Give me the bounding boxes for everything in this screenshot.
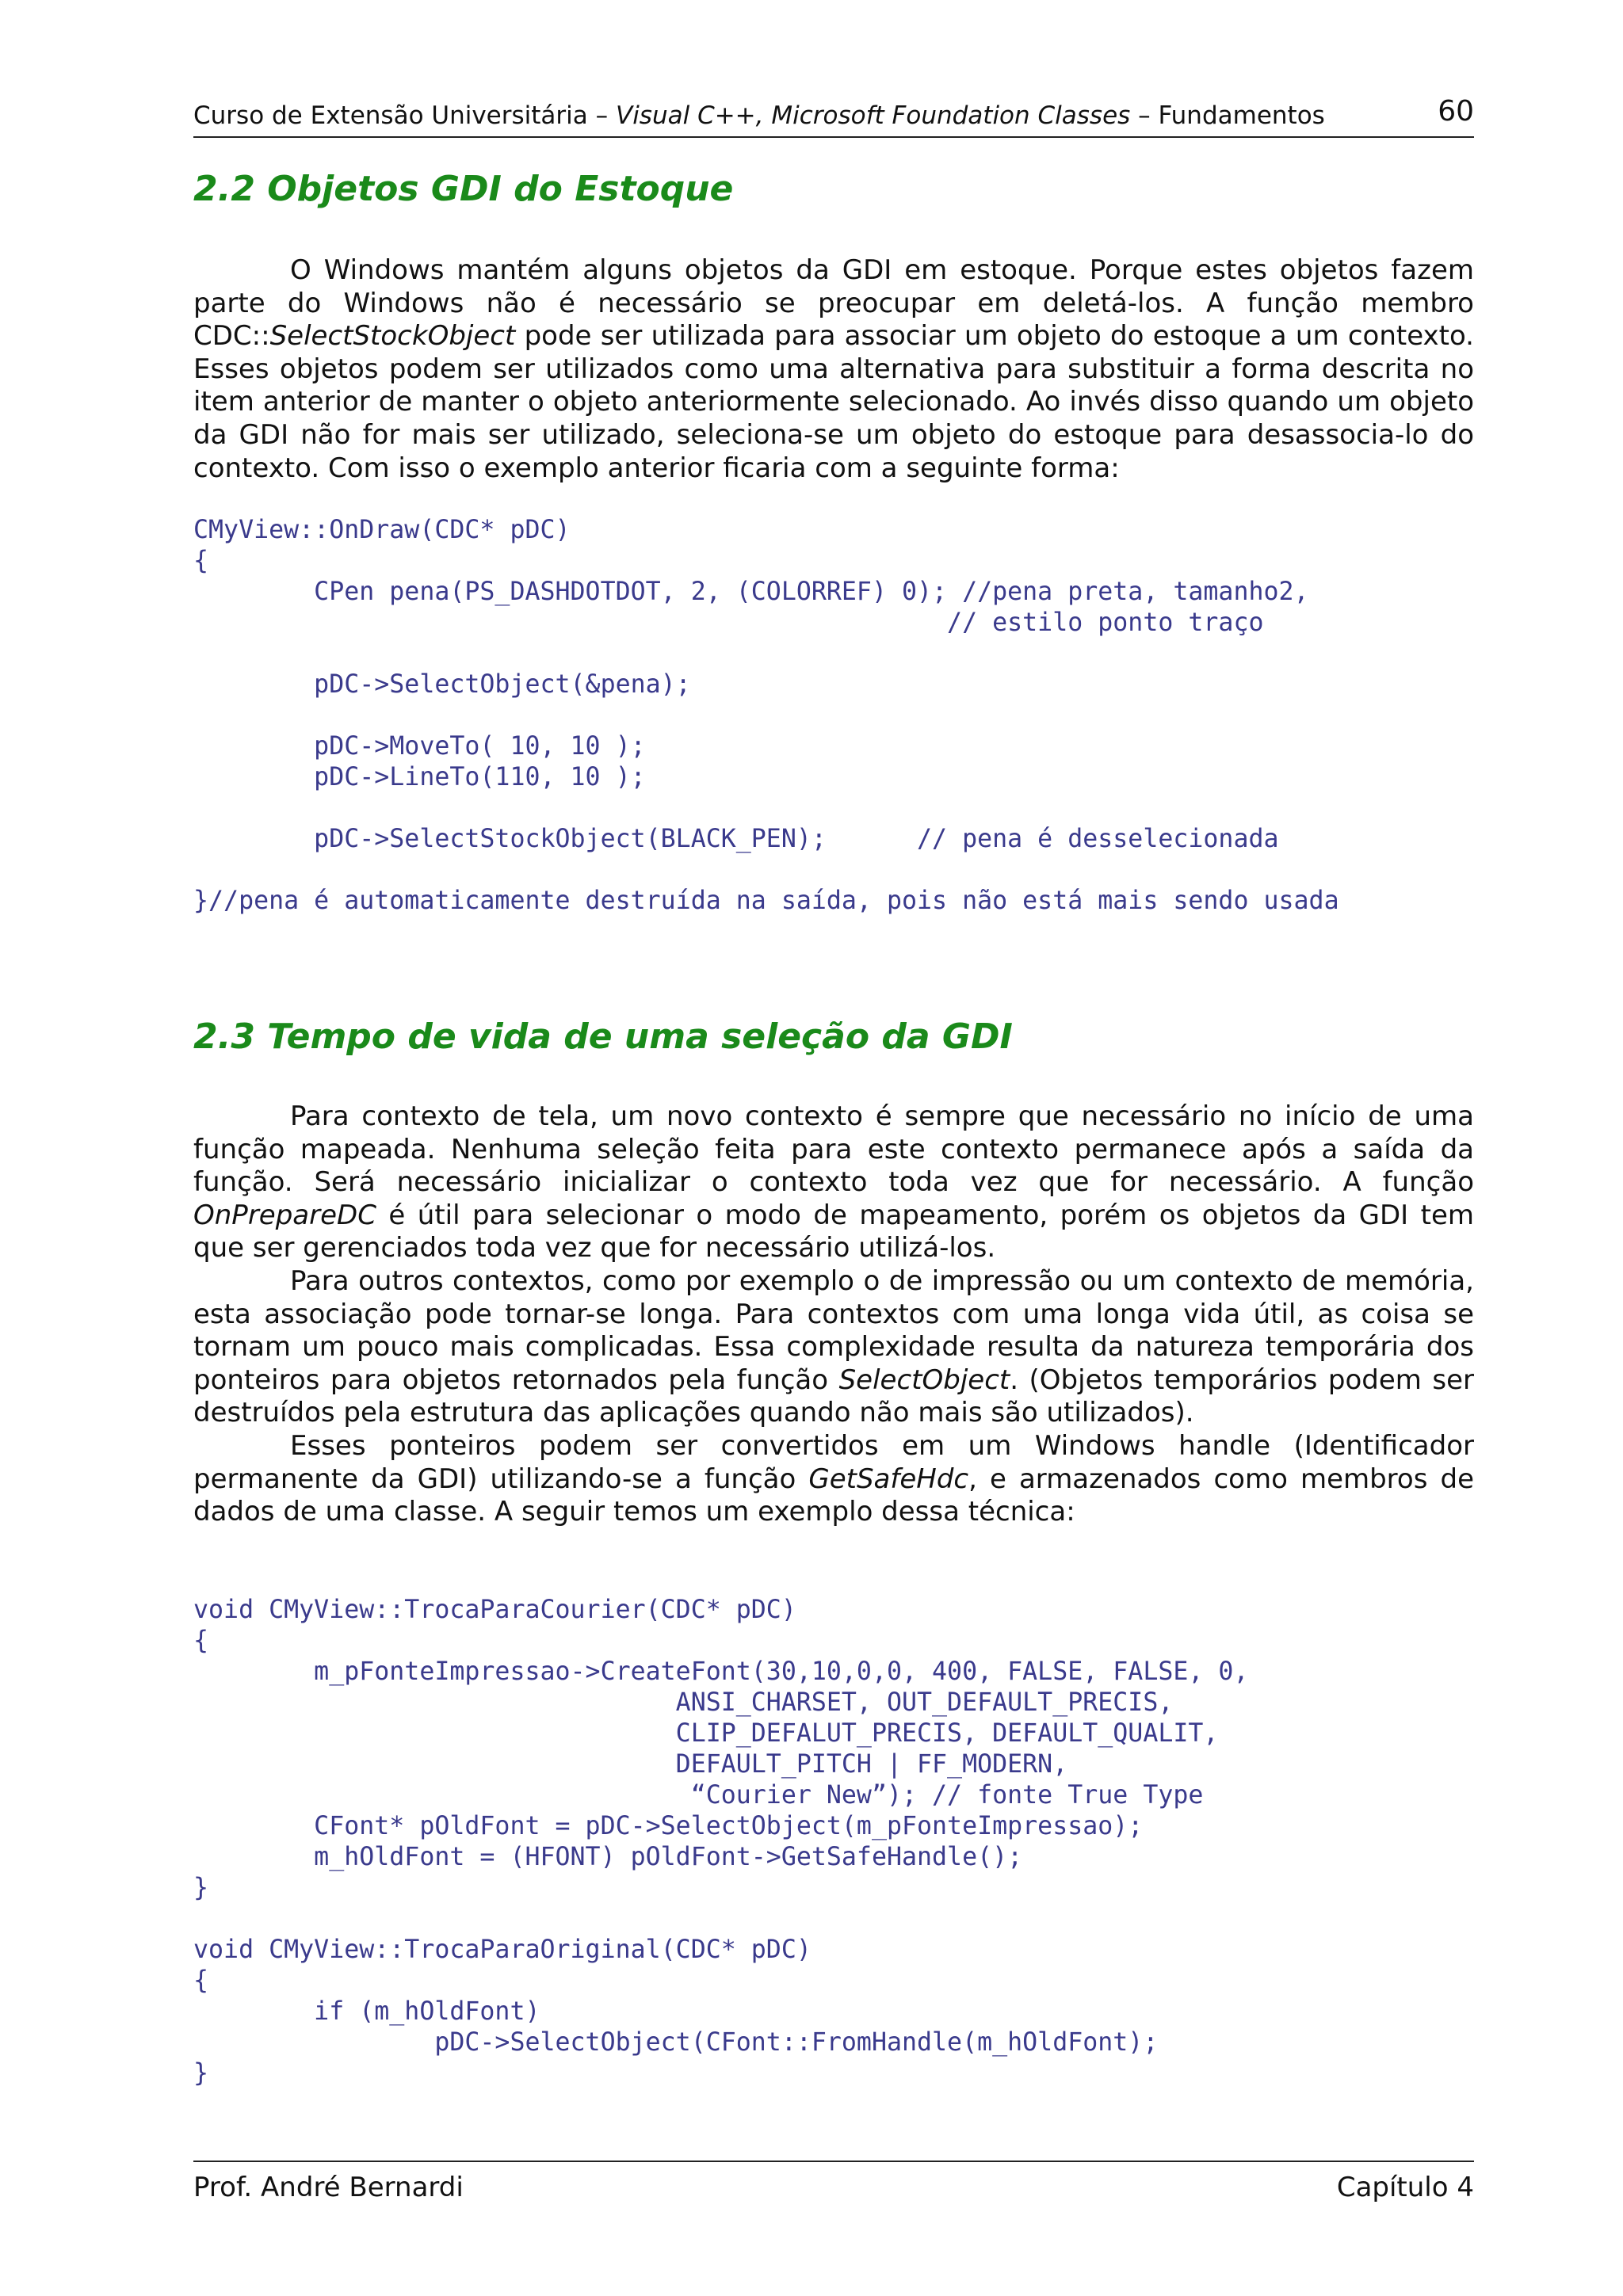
code-line: if (m_hOldFont) xyxy=(193,1997,540,2026)
code-line xyxy=(193,793,1474,824)
code-line: void CMyView::TrocaParaOriginal(CDC* pDC) xyxy=(193,1936,812,1964)
paragraph-handles: Esses ponteiros podem ser convertidos em um Windows handle (Identificador permanente da GDI) utilizando-se a função GetSafeHdc, e armazenados como membros de dados de uma classe. A seguir temos um exemplo dessa técnica: xyxy=(193,1429,1475,1528)
code-block-courier xyxy=(193,1595,1474,2089)
document-page xyxy=(193,0,1474,2296)
code-line: pDC->MoveTo( 10, 10 ); xyxy=(193,732,646,761)
code-line: void CMyView::TrocaParaCourier(CDC* pDC) xyxy=(193,1596,796,1624)
code-line: m_pFonteImpressao->CreateFont(30,10,0,0, 400, FALSE, FALSE, 0, xyxy=(193,1657,1249,1686)
code-line: CLIP_DEFALUT_PRECIS, DEFAULT_QUALIT, xyxy=(193,1719,1219,1748)
code-line: CMyView::OnDraw(CDC* pDC) xyxy=(193,516,571,544)
code-line: } xyxy=(193,2059,209,2088)
section-2-2-paragraph: O Windows mantém alguns objetos da GDI em estoque. Porque estes objetos fazem parte do Windows não é necessário se preocupar em deletá-los. A função membro CDC::SelectStockObject pode ser utilizada para associar um objeto do estoque a um contexto. Esses objetos podem ser utilizados como uma alternativa para substituir a forma descrita no item anterior de manter o objeto anteriormente selecionado. Ao invés disso quando um objeto da GDI não for mais ser utilizado, seleciona-se um objeto do estoque para desassocia-lo do contexto. Com isso o exemplo anterior ficaria com a seguinte forma: xyxy=(193,254,1474,484)
code-line: ANSI_CHARSET, OUT_DEFAULT_PRECIS, xyxy=(193,1688,1174,1717)
code-line: { xyxy=(193,547,209,575)
code-line xyxy=(193,855,1474,886)
footer-chapter: Capítulo 4 xyxy=(1336,2172,1474,2203)
code-line xyxy=(193,700,1474,731)
code-line xyxy=(193,1904,1474,1935)
code-line: pDC->SelectObject(CFont::FromHandle(m_hOldFont); xyxy=(193,2028,1159,2057)
code-line: } xyxy=(193,1874,209,1902)
page-number: 60 xyxy=(1438,95,1474,128)
section-title-2-3: 2.3 Tempo de vida de uma seleção da GDI xyxy=(193,1016,1013,1057)
code-line: CPen pena(PS_DASHDOTDOT, 2, (COLORREF) 0); //pena preta, tamanho2, xyxy=(193,578,1309,606)
code-line: { xyxy=(193,1966,209,1995)
paragraph-other-contexts: Para outros contextos, como por exemplo o de impressão ou um contexto de memória, esta associação pode tornar-se longa. Para contextos com uma longa vida útil, as coisa se tornam um pouco mais complicadas. Essa complexidade resulta da natureza temporária dos ponteiros para objetos retornados pela função SelectObject. (Objetos temporários podem ser destruídos pela estrutura das aplicações quando não mais são utilizados). xyxy=(193,1264,1475,1429)
code-line: pDC->LineTo(110, 10 ); xyxy=(193,763,646,791)
code-line: // estilo ponto traço xyxy=(193,608,1264,637)
code-line xyxy=(193,639,1474,669)
code-block-ondraw xyxy=(193,515,1474,917)
footer-author: Prof. André Bernardi xyxy=(193,2172,464,2203)
code-line: pDC->SelectStockObject(BLACK_PEN); // pena é desselecionada xyxy=(193,825,1279,853)
code-line: }//pena é automaticamente destruída na saída, pois não está mais sendo usada xyxy=(193,887,1339,915)
code-line: DEFAULT_PITCH | FF_MODERN, xyxy=(193,1750,1068,1779)
page-header xyxy=(193,95,1474,138)
section-title-2-2: 2.2 Objetos GDI do Estoque xyxy=(193,169,734,209)
code-line: { xyxy=(193,1627,209,1655)
code-line: m_hOldFont = (HFONT) pOldFont->GetSafeHandle(); xyxy=(193,1843,1023,1871)
page-footer xyxy=(193,2161,1474,2210)
section-2-3-paragraphs xyxy=(193,1100,1474,1529)
header-course-title: Curso de Extensão Universitária – Visual C++, Microsoft Foundation Classes – Fundamentos xyxy=(193,101,1325,130)
paragraph-screen-context: Para contexto de tela, um novo contexto é sempre que necessário no início de uma função mapeada. Nenhuma seleção feita para este contexto permanece após a saída da função. Será necessário inicializar o contexto toda vez que for necessário. A função OnPrepareDC é útil para selecionar o modo de mapeamento, porém os objetos da GDI tem que ser gerenciados toda vez que for necessário utilizá-los. xyxy=(193,1100,1474,1264)
code-line: pDC->SelectObject(&pena); xyxy=(193,670,691,699)
code-line: CFont* pOldFont = pDC->SelectObject(m_pFonteImpressao); xyxy=(193,1812,1144,1840)
code-line: “Courier New”); // fonte True Type xyxy=(193,1781,1204,1810)
